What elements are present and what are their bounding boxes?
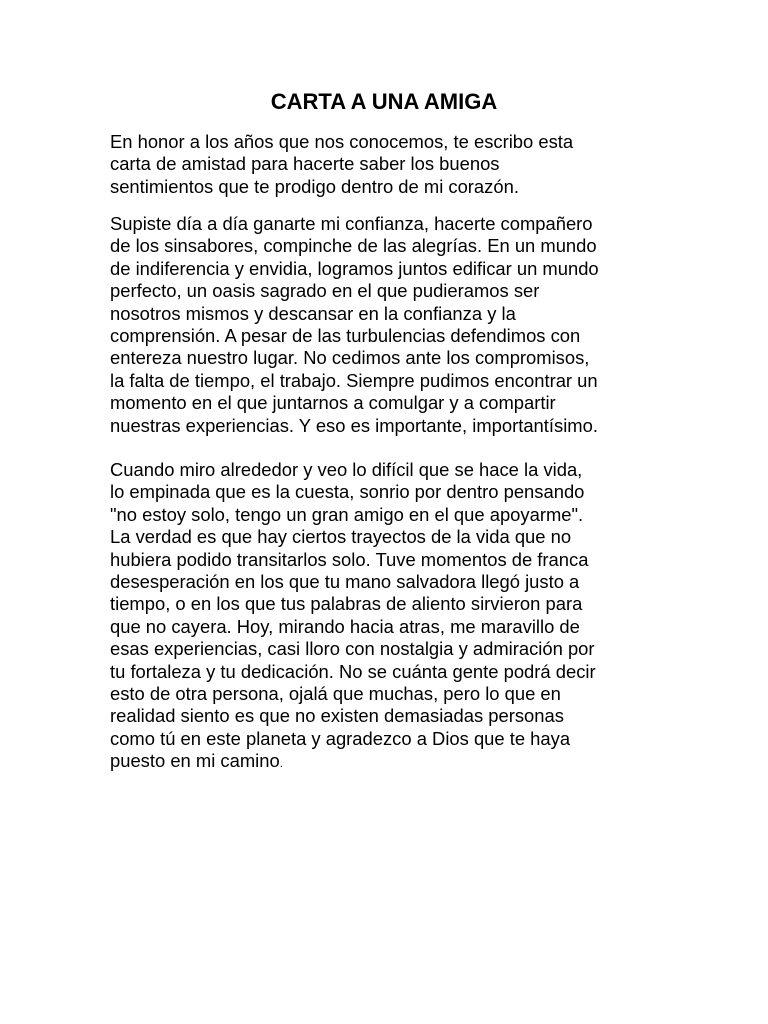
text-line: La verdad es que hay ciertos trayectos de la vida que no (110, 526, 572, 548)
paragraph-1 (110, 131, 710, 198)
paragraph-3 (110, 459, 710, 776)
text-line: desesperación en los que tu mano salvadora llegó justo a (110, 571, 580, 593)
text-line: nuestras experiencias. Y eso es importante, importantísimo. (110, 414, 598, 436)
text-line: la falta de tiempo, el trabajo. Siempre pudimos encontrar un (110, 369, 598, 391)
document-title: CARTA A UNA AMIGA (270, 89, 498, 114)
text-line: esto de otra persona, ojalá que muchas, pero lo que en (110, 683, 561, 705)
text-line: nosotros mismos y descansar en la confianza y la (110, 302, 516, 324)
text-line: entereza nuestro lugar. No cedimos ante los compromisos, (110, 347, 590, 369)
text-line-last (110, 750, 710, 775)
text-line: En honor a los años que nos conocemos, te escribo esta (110, 131, 574, 152)
text-line: de los sinsabores, compinche de las alegrías. En un mundo (110, 235, 597, 257)
text-line: "no estoy solo, tengo un gran amigo en el que apoyarme". (110, 503, 584, 525)
text-line: como tú en este planeta y agradezco a Dios que te haya (110, 727, 571, 749)
text-line: perfecto, un oasis sagrado en el que pudieramos ser (110, 280, 540, 302)
final-period: . (279, 758, 283, 771)
text-line-content: puesto en mi camino (110, 750, 280, 772)
text-line: esas experiencias, casi lloro con nostalgia y admiración por (110, 638, 595, 660)
text-line: realidad siento es que no existen demasiadas personas (110, 705, 564, 727)
text-line: carta de amistad para hacerte saber los buenos (110, 153, 500, 175)
text-line: tiempo, o en los que tus palabras de aliento sirvieron para (110, 593, 583, 615)
text-line: lo empinada que es la cuesta, sonrio por dentro pensando (110, 481, 585, 503)
text-line: sentimientos que te prodigo dentro de mi corazón. (110, 175, 519, 197)
text-line: tu fortaleza y tu dedicación. No se cuánta gente podrá decir (110, 660, 596, 682)
text-line: Cuando miro alrededor y veo lo difícil que se hace la vida, (110, 459, 583, 480)
paragraph-2 (110, 213, 710, 437)
text-line: de indiferencia y envidia, logramos juntos edificar un mundo (110, 257, 599, 279)
text-line: hubiera podido transitarlos solo. Tuve momentos de franca (110, 548, 589, 570)
text-line: comprensión. A pesar de las turbulencias defendimos con (110, 325, 581, 347)
text-line: Supiste día a día ganarte mi confianza, hacerte compañero (110, 213, 593, 234)
text-line: que no cayera. Hoy, mirando hacia atras, me maravillo de (110, 615, 580, 637)
text-line: momento en el que juntarnos a comulgar y a compartir (110, 392, 556, 414)
